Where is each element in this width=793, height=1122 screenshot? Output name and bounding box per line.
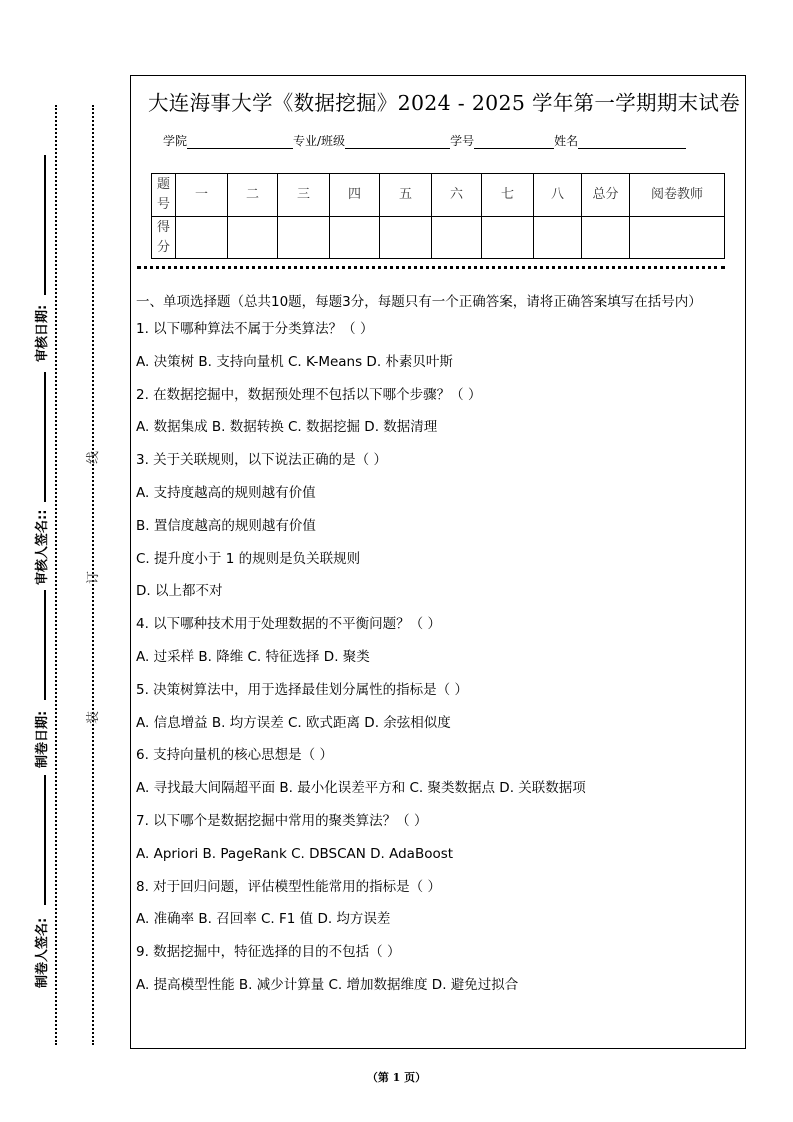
- binding-mark-zhuang: 装: [86, 710, 102, 725]
- header-cell: 三: [278, 174, 330, 217]
- score-cell[interactable]: [278, 217, 330, 259]
- option-line: A. 提高模型性能 B. 减少计算量 C. 增加数据维度 D. 避免过拟合: [136, 976, 519, 993]
- section-heading: 一、单项选择题（总共10题，每题3分，每题只有一个正确答案，请将正确答案填写在括号内）: [136, 294, 702, 310]
- binding-mark-ding: 订: [86, 570, 102, 585]
- question-line: 2. 在数据挖掘中，数据预处理不包括以下哪个步骤？（ ）: [136, 386, 482, 403]
- college-field[interactable]: [187, 135, 293, 149]
- question-line: 7. 以下哪个是数据挖掘中常用的聚类算法？（ ）: [136, 812, 428, 829]
- question-line: 8. 对于回归问题，评估模型性能常用的指标是（ ）: [136, 878, 441, 895]
- reviewer-sign-line: [44, 372, 46, 502]
- option-line: A. 决策树 B. 支持向量机 C. K-Means D. 朴素贝叶斯: [136, 353, 453, 370]
- header-cell: 五: [380, 174, 432, 217]
- page-number: （第 1 页）: [366, 1071, 427, 1084]
- score-cell[interactable]: [432, 217, 482, 259]
- question-line: 4. 以下哪种技术用于处理数据的不平衡问题？（ ）: [136, 616, 441, 633]
- make-date-label: 制卷日期:: [35, 710, 50, 768]
- score-cell[interactable]: [630, 217, 725, 259]
- score-table: [151, 173, 725, 259]
- option-line: A. Apriori B. PageRank C. DBSCAN D. AdaBoost: [136, 845, 454, 862]
- header-cell: 二: [228, 174, 278, 217]
- reviewer-sign-label: 审核人签名::: [35, 509, 50, 585]
- option-line: D. 以上都不对: [136, 583, 223, 600]
- question-line: 1. 以下哪种算法不属于分类算法？（ ）: [136, 321, 374, 337]
- header-cell: 四: [330, 174, 380, 217]
- student-info-row: [163, 132, 686, 149]
- question-line: 5. 决策树算法中，用于选择最佳划分属性的指标是（ ）: [136, 681, 468, 698]
- score-cell[interactable]: [534, 217, 582, 259]
- score-cell[interactable]: [380, 217, 432, 259]
- score-label: 得分: [152, 217, 176, 259]
- dotted-line-outer: [55, 105, 57, 1045]
- header-cell: 总分: [582, 174, 630, 217]
- option-line: A. 寻找最大间隔超平面 B. 最小化误差平方和 C. 聚类数据点 D. 关联数据项: [136, 780, 586, 797]
- exam-title: 大连海事大学《数据挖掘》2024 - 2025 学年第一学期期末试卷: [148, 91, 741, 115]
- score-cell[interactable]: [330, 217, 380, 259]
- major-label: 专业/班级: [293, 134, 346, 148]
- name-field[interactable]: [578, 135, 686, 149]
- option-line: A. 过采样 B. 降维 C. 特征选择 D. 聚类: [136, 648, 370, 665]
- college-label: 学院: [163, 134, 188, 148]
- name-label: 姓名: [554, 134, 579, 148]
- student-id-field[interactable]: [474, 135, 554, 149]
- option-line: A. 支持度越高的规则越有价值: [136, 484, 316, 501]
- question-line: 6. 支持向量机的核心思想是（ ）: [136, 747, 333, 764]
- header-cell: 七: [482, 174, 534, 217]
- score-cell[interactable]: [228, 217, 278, 259]
- score-cell[interactable]: [582, 217, 630, 259]
- dotted-separator: [137, 266, 725, 269]
- score-cell[interactable]: [176, 217, 228, 259]
- question-line: 9. 数据挖掘中，特征选择的目的不包括（ ）: [136, 944, 401, 961]
- option-line: A. 信息增益 B. 均方误差 C. 欧式距离 D. 余弦相似度: [136, 714, 451, 731]
- review-date-line: [44, 155, 46, 295]
- score-cell[interactable]: [482, 217, 534, 259]
- make-date-line: [44, 590, 46, 700]
- question-line: 3. 关于关联规则，以下说法正确的是（ ）: [136, 452, 387, 469]
- maker-sign-label: 制卷人签名:: [35, 917, 50, 988]
- header-cell: 八: [534, 174, 582, 217]
- maker-sign-line: [44, 775, 46, 905]
- option-line: A. 数据集成 B. 数据转换 C. 数据挖掘 D. 数据清理: [136, 419, 438, 436]
- header-cell: 一: [176, 174, 228, 217]
- question-section: [136, 292, 736, 1002]
- student-id-label: 学号: [450, 134, 475, 148]
- option-line: C. 提升度小于 1 的规则是负关联规则: [136, 550, 361, 567]
- header-cell: 题号: [152, 174, 176, 217]
- major-field[interactable]: [345, 135, 450, 149]
- question-lines: [136, 313, 736, 1002]
- header-cell: 阅卷教师: [630, 174, 725, 217]
- binding-mark-xian: 线: [86, 450, 102, 465]
- review-date-label: 审核日期:: [35, 304, 50, 362]
- header-cell: 六: [432, 174, 482, 217]
- option-line: A. 准确率 B. 召回率 C. F1 值 D. 均方误差: [136, 911, 391, 928]
- option-line: B. 置信度越高的规则越有价值: [136, 517, 316, 534]
